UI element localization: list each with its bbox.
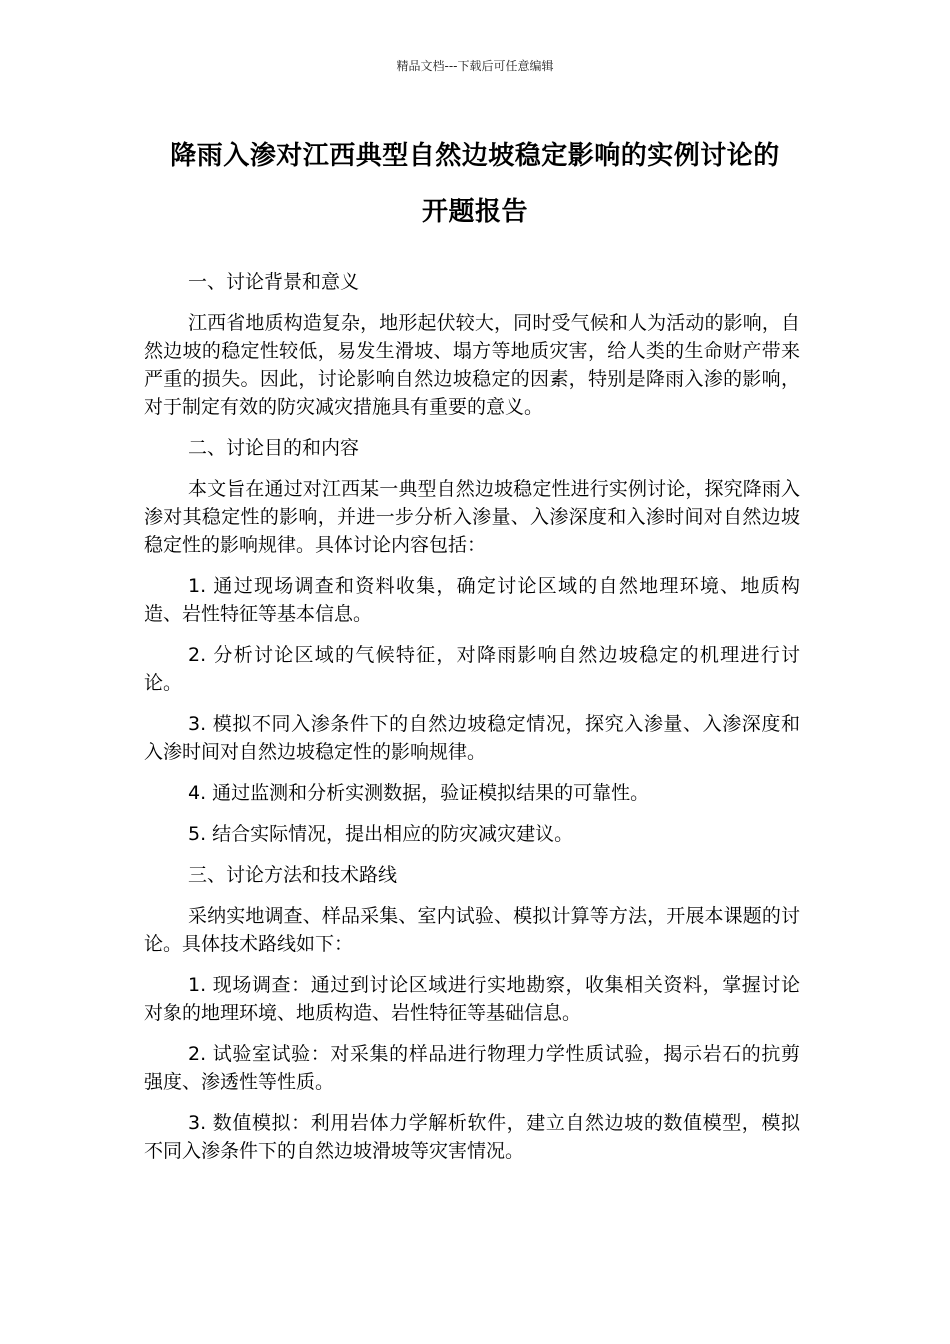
document-title: [130, 128, 820, 240]
list-item: 3. 数值模拟：利用岩体力学解析软件，建立自然边坡的数值模型，模拟不同入渗条件下的自然边坡滑坡等灾害情况。: [144, 1112, 800, 1162]
paragraph-background: 江西省地质构造复杂，地形起伏较大，同时受气候和人为活动的影响，自然边坡的稳定性较低，易发生滑坡、塌方等地质灾害，给人类的生命财产带来严重的损失。因此，讨论影响自然边坡稳定的因素，特别是降雨入渗的影响，对于制定有效的防灾减灾措施具有重要的意义。: [144, 312, 800, 418]
list-item: 2. 试验室试验：对采集的样品进行物理力学性质试验，揭示岩石的抗剪强度、渗透性等性质。: [144, 1043, 800, 1093]
list-item: 2. 分析讨论区域的气候特征，对降雨影响自然边坡稳定的机理进行讨论。: [144, 644, 800, 694]
list-item: 3. 模拟不同入渗条件下的自然边坡稳定情况，探究入渗量、入渗深度和入渗时间对自然边坡稳定性的影响规律。: [144, 713, 800, 763]
list-item: 4. 通过监测和分析实测数据，验证模拟结果的可靠性。: [188, 782, 650, 804]
section-heading-background: 一、讨论背景和意义: [188, 271, 360, 293]
paragraph-methods: 采纳实地调查、样品采集、室内试验、模拟计算等方法，开展本课题的讨论。具体技术路线如下：: [144, 905, 800, 955]
title-line-1: 降雨入渗对江西典型自然边坡稳定影响的实例讨论的: [170, 141, 780, 171]
section-heading-objectives: 二、讨论目的和内容: [188, 437, 360, 459]
header-note: 精品文档---下载后可任意编辑: [396, 59, 554, 73]
title-line-2: 开题报告: [421, 197, 528, 227]
list-item: 1. 通过现场调查和资料收集，确定讨论区域的自然地理环境、地质构造、岩性特征等基本信息。: [144, 575, 800, 625]
document-body: [144, 268, 800, 1178]
paragraph-objectives: 本文旨在通过对江西某一典型自然边坡稳定性进行实例讨论，探究降雨入渗对其稳定性的影响，并进一步分析入渗量、入渗深度和入渗时间对自然边坡稳定性的影响规律。具体讨论内容包括：: [144, 478, 800, 556]
list-item: 5. 结合实际情况，提出相应的防灾减灾建议。: [188, 823, 574, 845]
list-item: 1. 现场调查：通过到讨论区域进行实地勘察，收集相关资料，掌握讨论对象的地理环境、地质构造、岩性特征等基础信息。: [144, 974, 800, 1024]
section-heading-methods: 三、讨论方法和技术路线: [188, 864, 398, 886]
